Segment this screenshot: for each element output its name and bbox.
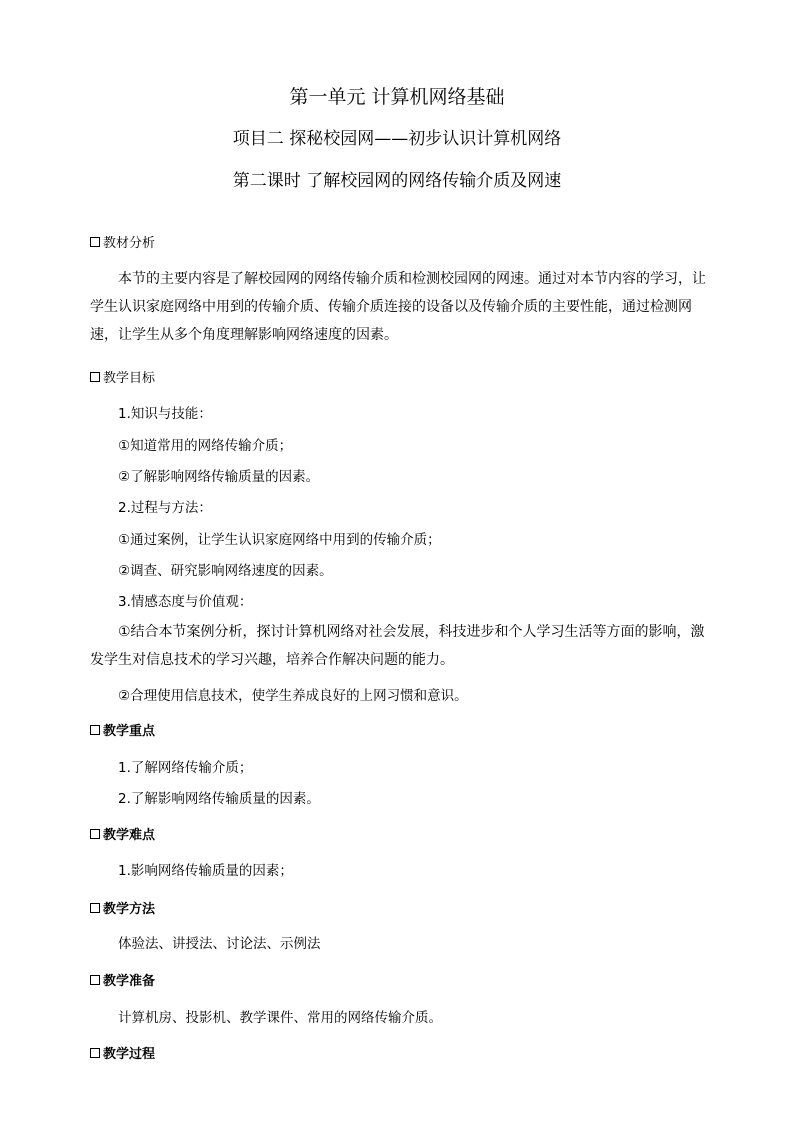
preparation-text: 计算机房、投影机、教学课件、常用的网络传输介质。 [118, 1010, 442, 1026]
process-heading: 2.过程与方法： [118, 500, 212, 516]
analysis-paragraph: 本节的主要内容是了解校园网的网络传输介质和检测校园网的网速。通过对本节内容的学习，让学生认识家庭网络中用到的传输介质、传输介质连接的设备以及传输介质的主要性能，通过检测网速，让学生从多个角度理解影响网络速度的因素。 [90, 271, 706, 343]
checkbox-bullet-icon [90, 1048, 100, 1058]
project-title: 项目二 探秘校园网——初步认识计算机网络 [232, 129, 562, 149]
section-heading-difficulties: 教学难点 [90, 827, 155, 845]
key-point-item: 2.了解影响网络传输质量的因素。 [118, 791, 320, 807]
emotion-item: ②合理使用信息技术，使学生养成良好的上网习惯和意识。 [118, 688, 468, 704]
section-heading-objectives: 教学目标 [90, 370, 155, 388]
checkbox-bullet-icon [90, 372, 100, 382]
difficulty-item: 1.影响网络传输质量的因素； [118, 863, 293, 879]
process-item: ②调查、研究影响网络速度的因素。 [118, 563, 333, 579]
checkbox-bullet-icon [90, 829, 100, 839]
knowledge-item: ①知道常用的网络传输介质； [118, 438, 293, 454]
emotion-item: ①结合本节案例分析，探讨计算机网络对社会发展，科技进步和个人学习生活等方面的影响，激发学生对信息技术的学习兴趣，培养合作解决问题的能力。 [90, 624, 705, 668]
checkbox-bullet-icon [90, 725, 100, 735]
key-point-item: 1.了解网络传输介质； [118, 760, 253, 776]
process-item: ①通过案例，让学生认识家庭网络中用到的传输介质； [118, 532, 441, 548]
section-heading-preparation: 教学准备 [90, 973, 155, 991]
knowledge-item: ②了解影响网络传输质量的因素。 [118, 469, 320, 485]
methods-text: 体验法、讲授法、讨论法、示例法 [118, 936, 321, 952]
section-heading-process: 教学过程 [90, 1046, 155, 1064]
checkbox-bullet-icon [90, 975, 100, 985]
checkbox-bullet-icon [90, 903, 100, 913]
unit-title: 第一单元 计算机网络基础 [289, 86, 505, 108]
section-heading-methods: 教学方法 [90, 901, 155, 919]
section-heading-key-points: 教学重点 [90, 723, 155, 741]
section-heading-analysis: 教材分析 [90, 235, 155, 253]
checkbox-bullet-icon [90, 237, 100, 247]
emotion-heading: 3.情感态度与价值观： [118, 594, 253, 610]
lesson-title: 第二课时 了解校园网的网络传输介质及网速 [232, 171, 562, 191]
knowledge-heading: 1.知识与技能： [118, 406, 212, 422]
